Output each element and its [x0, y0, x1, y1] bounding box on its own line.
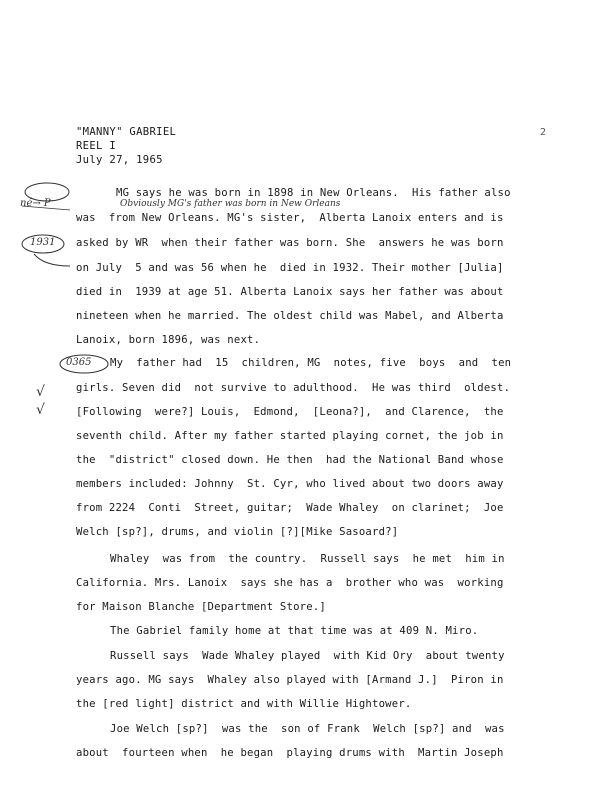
check-mark-2: √	[36, 402, 45, 418]
body-line: on July 5 and was 56 when he died in 1932. Their mother [Julia]	[76, 262, 504, 274]
body-line: was from New Orleans. MG's sister, Alberta Lanoix enters and is	[76, 212, 504, 224]
body-line: Russell says Wade Whaley played with Kid Ory about twenty	[110, 650, 505, 662]
body-line: Lanoix, born 1896, was next.	[76, 334, 261, 346]
margin-note-0365: 0365	[66, 357, 92, 368]
interview-subject: "MANNY" GABRIEL	[76, 126, 177, 138]
reel-label: REEL I	[76, 140, 117, 152]
margin-note-1931: 1931	[30, 237, 56, 248]
body-line: for Maison Blanche [Department Store.]	[76, 601, 326, 613]
body-line: The Gabriel family home at that time was at 409 N. Miro.	[110, 625, 479, 637]
interview-date: July 27, 1965	[76, 154, 163, 166]
margin-note-left: né→ P	[20, 198, 51, 209]
body-line: [Following were?] Louis, Edmond, [Leona?], and Clarence, the	[76, 406, 504, 418]
body-line: MG says he was born in 1898 in New Orleans. His father also	[116, 187, 511, 199]
body-line: My father had 15 children, MG notes, five boys and ten	[110, 357, 512, 369]
body-line: from 2224 Conti Street, guitar; Wade Whaley on clarinet; Joe	[76, 502, 504, 514]
body-line: asked by WR when their father was born. She answers he was born	[76, 237, 504, 249]
interlinear-note: Obviously MG's father was born in New Orleans	[120, 199, 341, 209]
body-line: Whaley was from the country. Russell says he met him in	[110, 553, 505, 565]
body-line: the [red light] district and with Willie Hightower.	[76, 698, 412, 710]
arrow-line-1931	[34, 254, 70, 266]
body-line: members included: Johnny St. Cyr, who lived about two doors away	[76, 478, 504, 490]
body-line: nineteen when he married. The oldest child was Mabel, and Alberta	[76, 310, 504, 322]
page-number: 2	[540, 127, 547, 138]
body-line: girls. Seven did not survive to adulthood. He was third oldest.	[76, 382, 511, 394]
body-line: Joe Welch [sp?] was the son of Frank Welch [sp?] and was	[110, 723, 505, 735]
body-line: seventh child. After my father started playing cornet, the job in	[76, 430, 504, 442]
body-line: the "district" closed down. He then had the National Band whose	[76, 454, 504, 466]
body-line: Welch [sp?], drums, and violin [?][Mike Sasoard?]	[76, 526, 399, 538]
body-line: California. Mrs. Lanoix says she has a brother who was working	[76, 577, 504, 589]
check-mark-1: √	[36, 384, 45, 400]
body-line: died in 1939 at age 51. Alberta Lanoix says her father was about	[76, 286, 504, 298]
body-line: years ago. MG says Whaley also played with [Armand J.] Piron in	[76, 674, 504, 686]
body-line: about fourteen when he began playing drums with Martin Joseph	[76, 747, 504, 759]
